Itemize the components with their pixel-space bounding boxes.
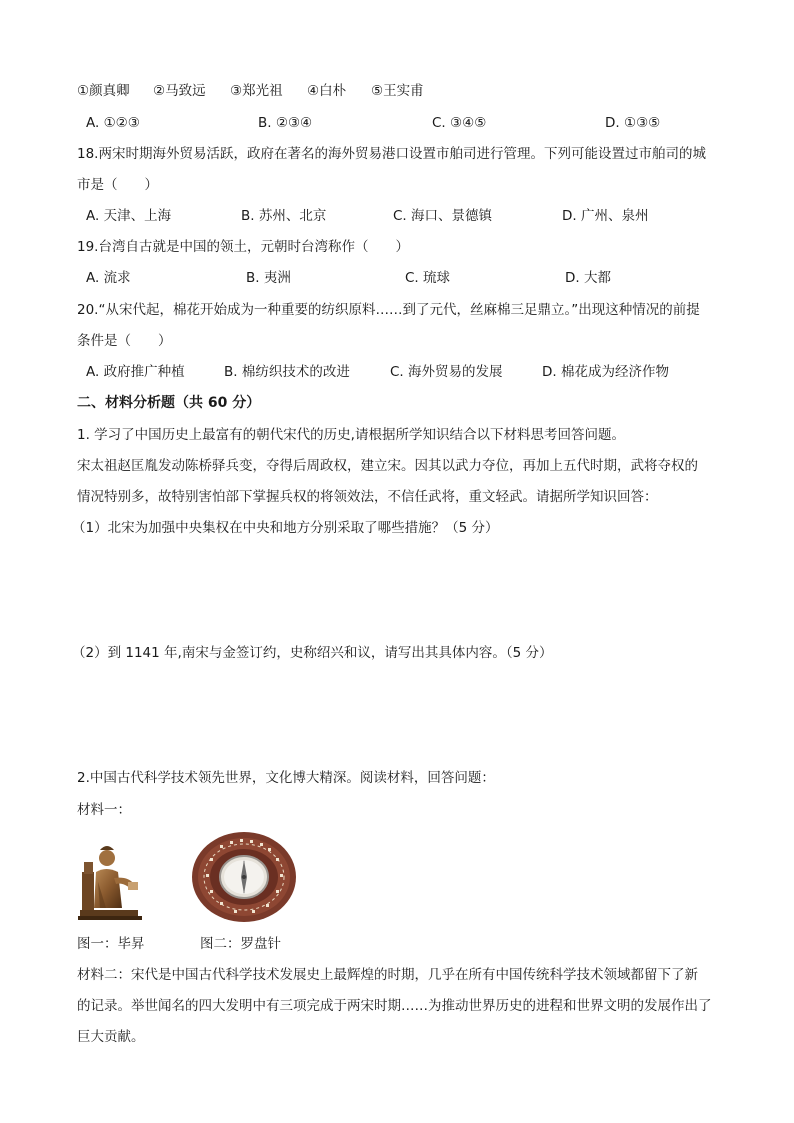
- m1-intro: 1. 学习了中国历史上最富有的朝代宋代的历史,请根据所学知识结合以下材料思考回答问题。: [77, 427, 625, 443]
- q17-options: [86, 113, 726, 133]
- bi-sheng-statue-image: [76, 832, 144, 920]
- q18-stem-line1: 18.两宋时期海外贸易活跃，政府在著名的海外贸易港口设置市舶司进行管理。下列可能设置过市舶司的城: [77, 146, 706, 162]
- m1-para-line2: 情况特别多，故特别害怕部下掌握兵权的将领效法，不信任武将，重文轻武。请据所学知识回答：: [77, 489, 658, 505]
- compass-image: [190, 830, 298, 924]
- q17-item-1: ①颜真卿: [77, 83, 130, 99]
- fig1-caption: 图一：毕昇: [77, 936, 145, 952]
- q20-option-b[interactable]: B. 棉纺织技术的改进: [224, 364, 350, 380]
- q20-stem-line2: 条件是（ ）: [77, 333, 172, 349]
- q17-item-2: ②马致远: [153, 83, 206, 99]
- q18-option-d[interactable]: D. 广州、泉州: [562, 208, 649, 224]
- q18-options: [86, 206, 726, 226]
- m2-material2-line2: 的记录。举世闻名的四大发明中有三项完成于两宋时期……为推动世界历史的进程和世界文明的发展作出了: [77, 998, 712, 1014]
- m1-question-1: （1）北宋为加强中央集权在中央和地方分别采取了哪些措施？（5 分）: [72, 520, 499, 536]
- q18-option-c[interactable]: C. 海口、景德镇: [393, 208, 493, 224]
- q19-option-c[interactable]: C. 琉球: [405, 270, 451, 286]
- bi-sheng-figure: [76, 832, 144, 920]
- q17-items: [77, 81, 717, 101]
- q20-options: [86, 362, 726, 382]
- q19-option-b[interactable]: B. 夷洲: [246, 270, 291, 286]
- q17-option-a[interactable]: A. ①②③: [86, 115, 140, 131]
- q20-option-c[interactable]: C. 海外贸易的发展: [390, 364, 503, 380]
- m2-intro: 2.中国古代科学技术领先世界，文化博大精深。阅读材料，回答问题：: [77, 770, 495, 786]
- q17-item-4: ④白朴: [307, 83, 347, 99]
- q17-option-b[interactable]: B. ②③④: [258, 115, 313, 131]
- fig2-caption: 图二：罗盘针: [200, 936, 281, 952]
- q18-option-b[interactable]: B. 苏州、北京: [241, 208, 327, 224]
- q20-option-a[interactable]: A. 政府推广种植: [86, 364, 185, 380]
- m1-para-line1: 宋太祖赵匡胤发动陈桥驿兵变，夺得后周政权，建立宋。因其以武力夺位，再加上五代时期，武将夺权的: [77, 458, 698, 474]
- compass-figure: [190, 830, 298, 924]
- q20-option-d[interactable]: D. 棉花成为经济作物: [542, 364, 669, 380]
- m2-material2-line3: 巨大贡献。: [77, 1029, 145, 1045]
- q18-option-a[interactable]: A. 天津、上海: [86, 208, 172, 224]
- m2-material2-line1: 材料二：宋代是中国古代科学技术发展史上最辉煌的时期，几乎在所有中国传统科学技术领域都留下了新: [77, 967, 698, 983]
- q17-item-3: ③郑光祖: [230, 83, 283, 99]
- q19-option-d[interactable]: D. 大都: [565, 270, 611, 286]
- q17-item-5: ⑤王实甫: [371, 83, 424, 99]
- m1-question-2: （2）到 1141 年,南宋与金签订约，史称绍兴和议，请写出其具体内容。（5 分）: [72, 645, 553, 661]
- m2-material1-label: 材料一：: [77, 802, 131, 818]
- q19-stem: 19.台湾自古就是中国的领土，元朝时台湾称作（ ）: [77, 239, 409, 255]
- q17-option-d[interactable]: D. ①③⑤: [605, 115, 661, 131]
- q19-option-a[interactable]: A. 流求: [86, 270, 131, 286]
- q20-stem-line1: 20.“从宋代起，棉花开始成为一种重要的纺织原料……到了元代，丝麻棉三足鼎立。”出现这种情况的前提: [77, 302, 700, 318]
- q19-options: [86, 268, 726, 288]
- q18-stem-line2: 市是（ ）: [77, 177, 158, 193]
- section2-title: 二、材料分析题（共 60 分）: [77, 395, 261, 411]
- q17-option-c[interactable]: C. ③④⑤: [432, 115, 487, 131]
